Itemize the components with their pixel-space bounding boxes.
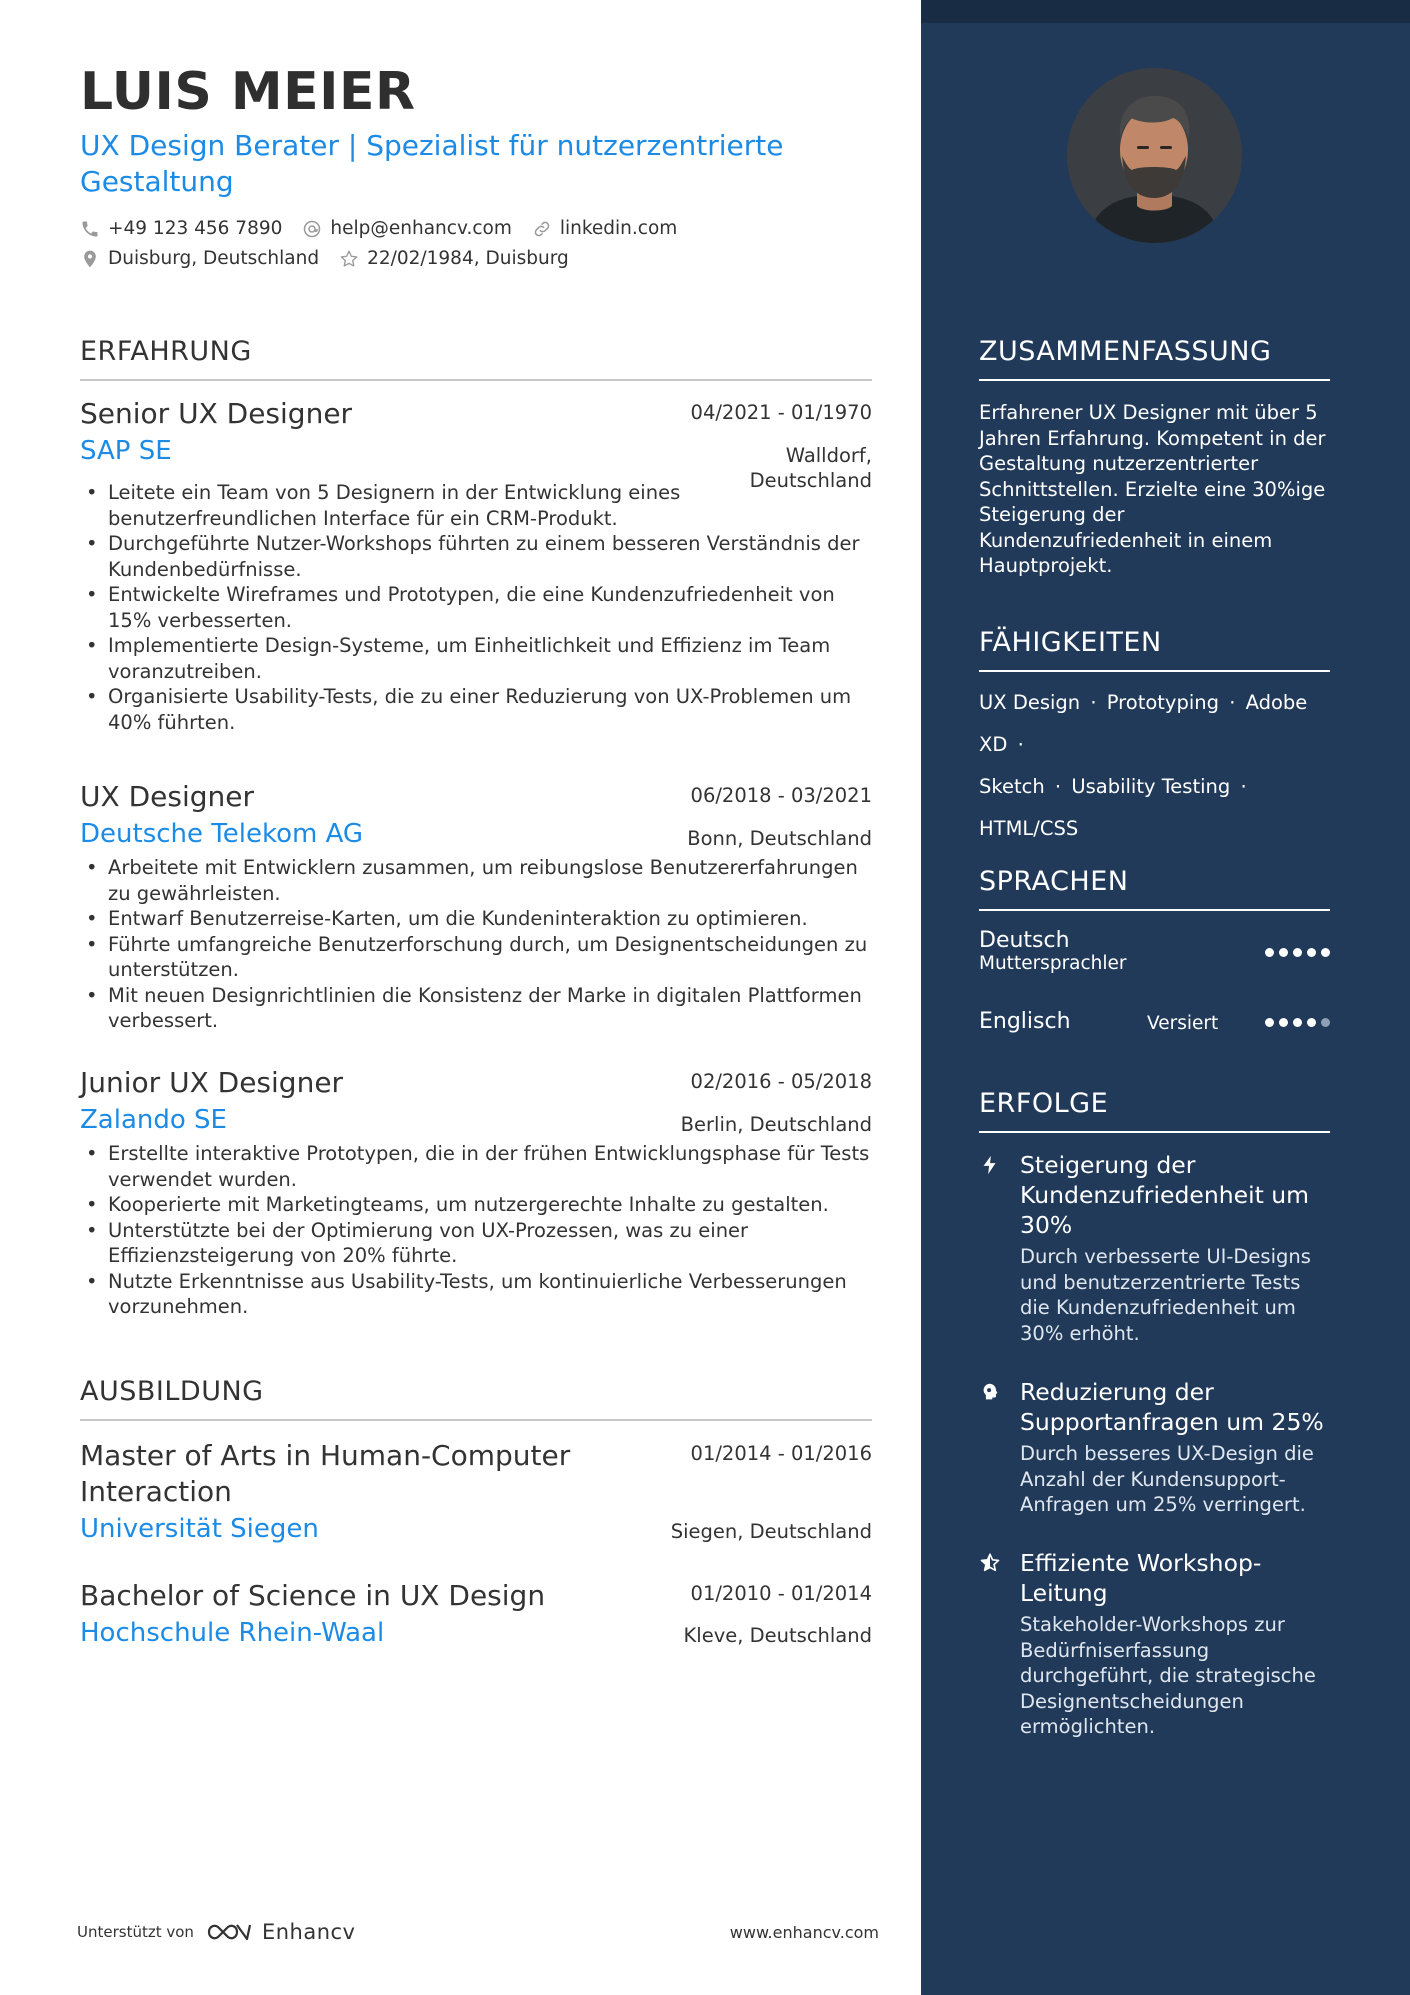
rating-dot <box>1279 948 1288 957</box>
rating-dot <box>1265 1018 1274 1027</box>
education-dates: 01/2010 - 01/2014 <box>690 1582 872 1605</box>
linkedin-text: linkedin.com <box>559 218 678 239</box>
job-bullets <box>80 855 872 1034</box>
job-dates: 04/2021 - 01/1970 <box>690 401 872 424</box>
job-dates: 02/2016 - 05/2018 <box>690 1070 872 1093</box>
job-bullets <box>80 1141 872 1320</box>
job-entry <box>80 780 872 1034</box>
job-bullets <box>80 480 872 735</box>
achievement-item <box>979 1377 1330 1518</box>
job-title: Junior UX Designer <box>80 1066 344 1099</box>
language-level: Muttersprachler <box>979 953 1127 974</box>
language-rating <box>1260 948 1330 957</box>
job-dates: 06/2018 - 03/2021 <box>690 784 872 807</box>
location-pin-icon <box>80 249 100 269</box>
job-bullet: • Arbeitete mit Entwicklern zusammen, um reibungslose Benutzererfahrungen zu gewährleisten. <box>80 855 872 906</box>
skill-item: HTML/CSS <box>979 817 1079 840</box>
link-icon <box>532 219 552 239</box>
skills-list: UX Design · Prototyping · Adobe XD · Sketch · Usability Testing · HTML/CSS <box>979 691 1308 840</box>
language-rating <box>1260 1018 1330 1027</box>
skill-item: Adobe XD <box>979 691 1308 756</box>
achievement-title: Effiziente Workshop-Leitung <box>1020 1549 1262 1607</box>
job-bullet: • Unterstützte bei der Optimierung von UX-Prozessen, was zu einer Effizienzsteigerung von 20% führte. <box>80 1218 872 1269</box>
job-bullet: • Entwarf Benutzerreise-Karten, um die Kundeninteraktion zu optimieren. <box>80 906 872 932</box>
achievement-title: Reduzierung der Supportanfragen um 25% <box>1020 1378 1324 1436</box>
skills-section-title: FÄHIGKEITEN <box>979 627 1330 672</box>
education-school: Universität Siegen <box>80 1514 319 1544</box>
star-icon <box>979 1552 1001 1574</box>
job-title: Senior UX Designer <box>80 397 353 430</box>
job-bullet: • Führte umfangreiche Benutzerforschung durch, um Designentscheidungen zu unterstützen. <box>80 932 872 983</box>
rating-dot <box>1279 1018 1288 1027</box>
enhancv-logo-icon[interactable] <box>206 1920 252 1944</box>
job-bullet: • Organisierte Usability-Tests, die zu einer Reduzierung von UX-Problemen um 40% führten. <box>80 684 872 735</box>
brain-icon <box>979 1381 1001 1403</box>
summary-text: Erfahrener UX Designer mit über 5 Jahren Erfahrung. Kompetent in der Gestaltung nutzerzentrierter Schnittstellen. Erzielte eine 30%ige Steigerung der Kundenzufriedenheit in einem Hauptprojekt. <box>979 401 1326 577</box>
experience-section-title: ERFAHRUNG <box>80 336 872 381</box>
job-bullet: • Implementierte Design-Systeme, um Einheitlichkeit und Effizienz im Team voranzutreiben. <box>80 633 872 684</box>
job-company: Zalando SE <box>80 1105 227 1135</box>
job-bullet: • Durchgeführte Nutzer-Workshops führten zu einem besseren Verständnis der Kundenbedürfnisse. <box>80 531 872 582</box>
language-item <box>979 928 1330 974</box>
achievement-title: Steigerung der Kundenzufriedenheit um 30% <box>1020 1151 1310 1239</box>
sidebar-top-band <box>921 0 1410 23</box>
headline: UX Design Berater | Spezialist für nutzerzentrierte Gestaltung <box>80 129 784 198</box>
phone-item[interactable] <box>80 218 282 239</box>
job-company: Deutsche Telekom AG <box>80 819 364 849</box>
education-entry <box>80 1438 872 1544</box>
rating-dot <box>1307 948 1316 957</box>
achievement-item <box>979 1548 1330 1740</box>
education-location: Kleve, Deutschland <box>683 1624 872 1647</box>
rating-dot <box>1307 1018 1316 1027</box>
skill-item: Usability Testing <box>1071 775 1231 798</box>
phone-text: +49 123 456 7890 <box>108 218 283 239</box>
education-degree: Bachelor of Science in UX Design <box>80 1579 546 1612</box>
job-location-line: Deutschland <box>749 469 872 492</box>
at-icon <box>302 219 322 239</box>
skill-item: Prototyping <box>1106 691 1219 714</box>
email-text: help@enhancv.com <box>330 218 512 239</box>
achievement-desc: Durch besseres UX-Design die Anzahl der Kundensupport-Anfragen um 25% verringert. <box>1020 1442 1314 1516</box>
footer-website[interactable]: www.enhancv.com <box>729 1922 879 1942</box>
rating-dot <box>1265 948 1274 957</box>
education-entry <box>80 1578 872 1648</box>
contact-row-1 <box>80 218 697 239</box>
star-outline-icon <box>339 249 359 269</box>
education-degree: Master of Arts in Human-Computer Interaction <box>80 1439 571 1508</box>
job-entry <box>80 397 872 735</box>
footer <box>77 1912 879 1952</box>
birth-item <box>339 248 569 269</box>
job-bullet: • Entwickelte Wireframes und Prototypen, die eine Kundenzufriedenheit von 15% verbesserten. <box>80 582 872 633</box>
language-item <box>979 1009 1330 1034</box>
skill-item: UX Design <box>979 691 1081 714</box>
job-bullet: • Kooperierte mit Marketingteams, um nutzergerechte Inhalte zu gestalten. <box>80 1192 872 1218</box>
linkedin-item[interactable] <box>532 218 677 239</box>
achievement-desc: Stakeholder-Workshops zur Bedürfniserfassung durchgeführt, die strategische Designentscheidungen ermöglichten. <box>1020 1613 1316 1738</box>
language-name: Deutsch <box>979 928 1070 953</box>
lightning-icon <box>979 1154 1001 1176</box>
rating-dot <box>1321 1018 1330 1027</box>
job-bullet: • Mit neuen Designrichtlinien die Konsistenz der Marke in digitalen Plattformen verbessert. <box>80 983 872 1034</box>
achievement-item <box>979 1150 1330 1346</box>
job-location-line: Walldorf, <box>785 444 872 467</box>
footer-brand[interactable]: Enhancv <box>261 1920 356 1944</box>
language-name: Englisch <box>979 1009 1071 1034</box>
achievements-section-title: ERFOLGE <box>979 1088 1330 1133</box>
footer-support-text: Unterstützt von <box>77 1923 194 1941</box>
education-location: Siegen, Deutschland <box>670 1520 872 1543</box>
summary-section-title: ZUSAMMENFASSUNG <box>979 336 1330 381</box>
location-text: Duisburg, Deutschland <box>108 248 320 269</box>
job-entry <box>80 1066 872 1320</box>
phone-icon <box>80 219 100 239</box>
candidate-name: LUIS MEIER <box>80 62 416 122</box>
education-section-title: AUSBILDUNG <box>80 1376 872 1421</box>
email-item[interactable] <box>302 218 511 239</box>
education-school: Hochschule Rhein-Waal <box>80 1618 385 1648</box>
skill-item: Sketch <box>979 775 1045 798</box>
avatar <box>1067 68 1242 243</box>
sidebar <box>921 0 1410 1995</box>
languages-section-title: SPRACHEN <box>979 866 1330 911</box>
job-bullet: • Nutzte Erkenntnisse aus Usability-Tests, um kontinuierliche Verbesserungen vorzunehmen. <box>80 1269 872 1320</box>
job-location: Bonn, Deutschland <box>687 827 872 850</box>
education-dates: 01/2014 - 01/2016 <box>690 1442 872 1465</box>
rating-dot <box>1321 948 1330 957</box>
job-location: Berlin, Deutschland <box>680 1113 872 1136</box>
achievement-desc: Durch verbesserte UI-Designs und benutzerzentrierte Tests die Kundenzufriedenheit um 30% erhöht. <box>1020 1245 1311 1345</box>
rating-dot <box>1293 1018 1302 1027</box>
job-bullet: • Erstellte interaktive Prototypen, die in der frühen Entwicklungsphase für Tests verwendet wurden. <box>80 1141 872 1192</box>
location-item <box>80 248 319 269</box>
birth-text: 22/02/1984, Duisburg <box>367 248 569 269</box>
contact-row-2 <box>80 248 589 269</box>
job-company: SAP SE <box>80 436 172 466</box>
avatar-portrait-icon <box>1067 68 1242 243</box>
language-level: Versiert <box>1147 1013 1219 1034</box>
rating-dot <box>1293 948 1302 957</box>
job-bullet: • Leitete ein Team von 5 Designern in der Entwicklung eines benutzerfreundlichen Interface für ein CRM-Produkt. <box>80 480 872 531</box>
job-title: UX Designer <box>80 780 254 813</box>
